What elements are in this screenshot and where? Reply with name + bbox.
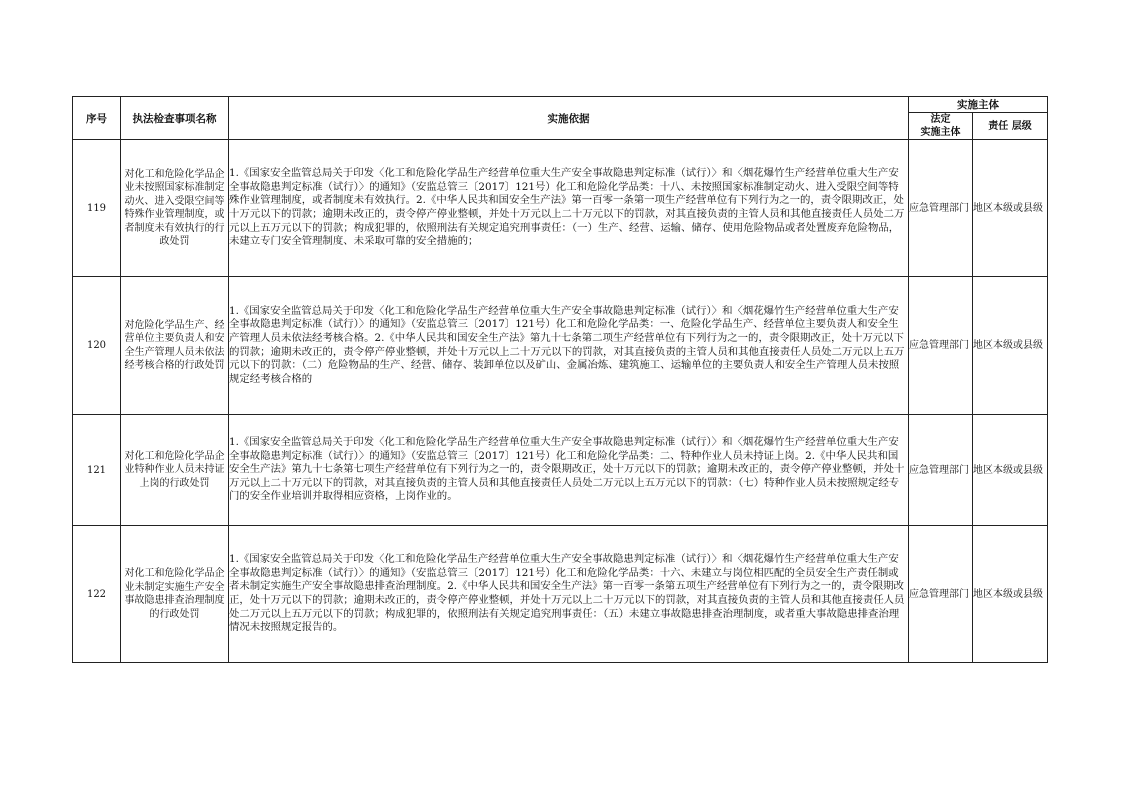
header-subject-group: 实施主体 <box>909 97 1048 113</box>
row-legal-subject: 应急管理部门 <box>909 415 973 526</box>
row-seq: 119 <box>73 140 121 277</box>
row-seq: 121 <box>73 415 121 526</box>
header-legal-subject-label: 法定 实施主体 <box>920 114 961 138</box>
table-row <box>73 277 1048 415</box>
row-resp-level: 地区本级或县级 <box>973 526 1048 663</box>
row-item-name: 对化工和危险化学品企业特种作业人员未持证上岗的行政处罚 <box>121 415 229 526</box>
row-basis: 1.《国家安全监管总局关于印发〈化工和危险化学品生产经营单位重大生产安全事故隐患判定标准（试行）〉和〈烟花爆竹生产经营单位重大生产安全事故隐患判定标准（试行）〉的通知》（安监总管三〔2017〕121号）化工和危险化学品类：二、特种作业人员未持证上岗。2.《中华人民共和国安全生产法》第九十七条第七项生产经营单位有下列行为之一的，责令限期改正，处十万元以下的罚款；逾期未改正的，责令停产停业整顿，并处十万元以上二十万元以下的罚款，对其直接负责的主管人员和其他直接责任人员处二万元以上五万元以下的罚款：（七）特种作业人员未按照规定经专门的安全作业培训并取得相应资格，上岗作业的。 <box>229 415 909 526</box>
row-legal-subject: 应急管理部门 <box>909 526 973 663</box>
row-legal-subject: 应急管理部门 <box>909 140 973 277</box>
table-row <box>73 140 1048 277</box>
header-basis: 实施依据 <box>229 97 909 140</box>
header-resp-level: 责任 层级 <box>973 113 1048 140</box>
header-item-name: 执法检查事项名称 <box>121 97 229 140</box>
row-legal-subject: 应急管理部门 <box>909 277 973 415</box>
row-seq: 122 <box>73 526 121 663</box>
row-resp-level: 地区本级或县级 <box>973 277 1048 415</box>
row-item-name: 对化工和危险化学品企业未制定实施生产安全事故隐患排查治理制度的行政处罚 <box>121 526 229 663</box>
row-basis: 1.《国家安全监管总局关于印发〈化工和危险化学品生产经营单位重大生产安全事故隐患判定标准（试行）〉和〈烟花爆竹生产经营单位重大生产安全事故隐患判定标准（试行）〉的通知》（安监总管三〔2017〕121号）化工和危险化学品类：一、危险化学品生产、经营单位主要负责人和安全生产管理人员未依法经考核合格。2.《中华人民共和国安全生产法》第九十七条第二项生产经营单位有下列行为之一的，责令限期改正，处十万元以下的罚款；逾期未改正的，责令停产停业整顿，并处十万元以上二十万元以下的罚款，对其直接负责的主管人员和其他直接责任人员处二万元以上五万元以下的罚款：（二）危险物品的生产、经营、储存、装卸单位以及矿山、金属冶炼、建筑施工、运输单位的主要负责人和安全生产管理人员未按照规定经考核合格的 <box>229 277 909 415</box>
row-seq: 120 <box>73 277 121 415</box>
row-resp-level: 地区本级或县级 <box>973 140 1048 277</box>
row-basis: 1.《国家安全监管总局关于印发〈化工和危险化学品生产经营单位重大生产安全事故隐患判定标准（试行）〉和〈烟花爆竹生产经营单位重大生产安全事故隐患判定标准（试行）〉的通知》（安监总管三〔2017〕121号）化工和危险化学品类：十六、未建立与岗位相匹配的全员安全生产责任制或者未制定实施生产安全事故隐患排查治理制度。2.《中华人民共和国安全生产法》第一百零一条第五项生产经营单位有下列行为之一的，责令限期改正，处十万元以下的罚款；逾期未改正的，责令停产停业整顿，并处十万元以上二十万元以下的罚款，对其直接负责的主管人员和其他直接责任人员处二万元以上五万元以下的罚款；构成犯罪的，依照刑法有关规定追究刑事责任：（五）未建立事故隐患排查治理制度，或者重大事故隐患排查治理情况未按照规定报告的。 <box>229 526 909 663</box>
table-row <box>73 415 1048 526</box>
row-resp-level: 地区本级或县级 <box>973 415 1048 526</box>
header-seq: 序号 <box>73 97 121 140</box>
row-item-name: 对化工和危险化学品企业未按照国家标准制定动火、进入受限空间等特殊作业管理制度，或者制度未有效执行的行政处罚 <box>121 140 229 277</box>
row-item-name: 对危险化学品生产、经营单位主要负责人和安全生产管理人员未依法经考核合格的行政处罚 <box>121 277 229 415</box>
row-basis: 1.《国家安全监管总局关于印发〈化工和危险化学品生产经营单位重大生产安全事故隐患判定标准（试行）〉和〈烟花爆竹生产经营单位重大生产安全事故隐患判定标准（试行）〉的通知》（安监总管三〔2017〕121号）化工和危险化学品类：十八、未按照国家标准制定动火、进入受限空间等特殊作业管理制度，或者制度未有效执行。2.《中华人民共和国安全生产法》第一百零一条第一项生产经营单位有下列行为之一的，责令限期改正，处十万元以下的罚款；逾期未改正的，责令停产停业整顿，并处十万元以上二十万元以下的罚款，对其直接负责的主管人员和其他直接责任人员处二万元以上五万元以下的罚款；构成犯罪的，依照刑法有关规定追究刑事责任：（一）生产、经营、运输、储存、使用危险物品或者处置废弃危险物品，未建立专门安全管理制度、未采取可靠的安全措施的； <box>229 140 909 277</box>
enforcement-items-table <box>72 96 1048 663</box>
table-row <box>73 526 1048 663</box>
header-legal-subject <box>909 113 973 140</box>
